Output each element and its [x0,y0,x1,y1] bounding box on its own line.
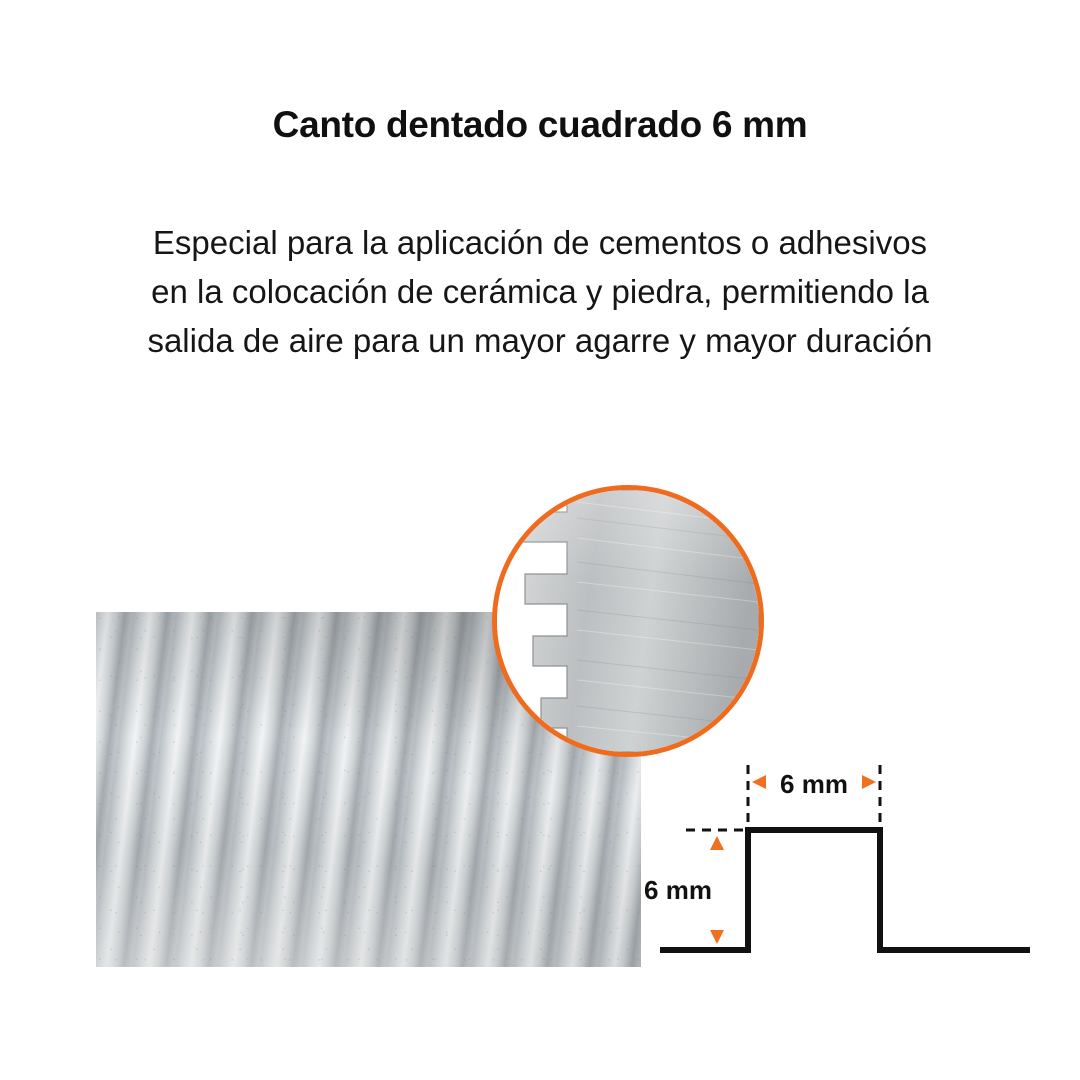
description-line-2: en la colocación de cerámica y piedra, permitiendo la [151,273,929,310]
height-dimension-label: 6 mm [644,875,712,905]
arrow-right-icon [862,775,876,789]
arrow-up-icon [710,836,724,850]
notch-dimension-diagram [640,735,1040,985]
notched-blade-illustration [497,490,759,752]
page-title: Canto dentado cuadrado 6 mm [272,104,808,145]
product-description [70,218,1010,365]
description-line-1: Especial para la aplicación de cementos o adhesivos [152,224,928,261]
arrow-left-icon [752,775,766,789]
description-line-3: salida de aire para un mayor agarre y mayor duración [147,322,933,359]
width-dimension-label: 6 mm [780,769,848,799]
arrow-down-icon [710,930,724,944]
magnifier-circle [492,485,764,757]
